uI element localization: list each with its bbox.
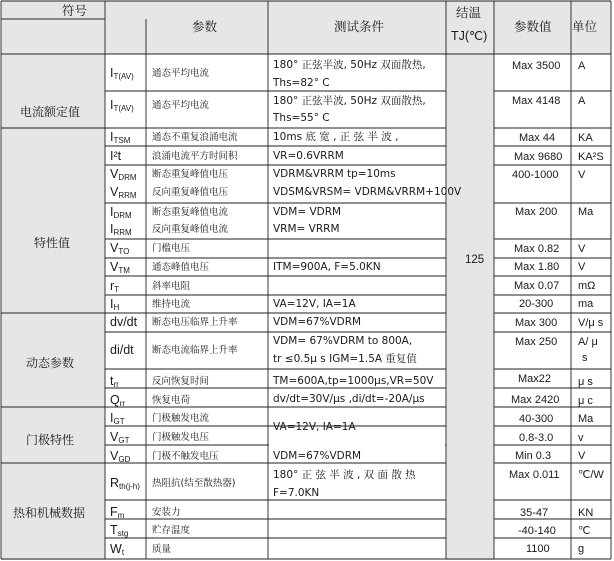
merged-cell-mask xyxy=(269,444,445,446)
symbol-subscript: th(j-h) xyxy=(119,482,140,491)
symbol-4 xyxy=(110,150,121,163)
param-1: 通态平均电流 xyxy=(152,68,210,79)
value-21: 1100 xyxy=(526,543,550,555)
unit-14: μ c xyxy=(578,395,593,407)
symbol-subscript: TSM xyxy=(113,136,131,145)
value-11: Max 300 xyxy=(515,317,558,329)
param-5: 断态重复峰值电压 xyxy=(152,169,229,180)
symbol-subscript: GT xyxy=(118,436,130,445)
category-current-rating: 电流额定值 xyxy=(20,105,81,119)
unit-18: ℃/W xyxy=(578,469,604,481)
param-7: 断态重复峰值电流 xyxy=(152,207,229,218)
symbol-subscript: rr xyxy=(113,380,119,389)
value-16: 0.8-3.0 xyxy=(519,432,554,444)
category-characteristics: 特性值 xyxy=(34,236,71,250)
unit-15: Ma xyxy=(578,413,594,425)
symbol-main: V xyxy=(110,185,119,199)
symbol-main: V xyxy=(110,449,119,463)
symbol-17 xyxy=(110,412,125,426)
header-tj-line1: 结温 xyxy=(456,6,482,20)
param-13: 断态电压临界上升率 xyxy=(152,317,238,328)
symbol-main: V xyxy=(110,241,119,255)
param-10: 通态峰值电压 xyxy=(152,262,210,273)
symbol-10 xyxy=(110,261,130,275)
param-16: 恢复电荷 xyxy=(152,395,191,406)
symbol-main: t xyxy=(110,374,114,388)
unit-2: A xyxy=(578,95,586,107)
header-conditions: 测试条件 xyxy=(334,20,385,34)
symbol-subscript: T(AV) xyxy=(113,104,134,113)
header-symbol: 符号 xyxy=(62,4,88,18)
param-15: 反向恢复时间 xyxy=(152,376,210,387)
condition-5b: VDSM&VRSM= VDRM&VRRM+100V xyxy=(273,186,462,198)
param-12: 维持电流 xyxy=(152,299,191,310)
param-23: 质量 xyxy=(152,544,172,555)
symbol-subscript: DRM xyxy=(113,211,132,220)
unit-1: A xyxy=(578,60,586,72)
header-tj-line2: TJ(℃) xyxy=(451,29,488,43)
param-3: 通态不重复浪涌电流 xyxy=(152,132,238,143)
unit-11: V/μ s xyxy=(578,317,604,329)
condition-3: 10ms 底 宽 , 正 弦 半 波 , xyxy=(273,131,399,143)
value-6: Max 200 xyxy=(515,206,558,218)
value-4: Max 9680 xyxy=(514,151,563,163)
symbol-6 xyxy=(110,186,137,200)
param-6: 反向重复峰值电压 xyxy=(152,187,229,198)
category-thermal-mechanical: 热和机械数据 xyxy=(13,506,86,520)
unit-16: v xyxy=(578,432,584,444)
condition-14a: VDM= 67%VDRM to 800A, xyxy=(273,335,413,347)
unit-8: V xyxy=(578,261,586,273)
unit-12a: A/ μ xyxy=(578,336,598,348)
value-15: 40-300 xyxy=(519,413,554,425)
condition-15: TM=600A,tp=1000μs,VR=50V xyxy=(273,375,434,387)
unit-7: V xyxy=(578,243,586,255)
header-unit: 单位 xyxy=(572,20,598,34)
symbol-subscript: t xyxy=(121,548,125,557)
symbol-subscript: DRM xyxy=(118,173,137,182)
param-21: 安装力 xyxy=(152,507,181,518)
param-17: 门极触发电流 xyxy=(152,413,210,424)
condition-12: VA=12V, IA=1A xyxy=(273,298,356,310)
symbol-subscript: TO xyxy=(118,247,130,256)
symbol-21 xyxy=(110,506,124,520)
symbol-subscript: T(AV) xyxy=(113,72,134,81)
value-18: Max 0.011 xyxy=(509,469,560,481)
value-12: Max 250 xyxy=(515,336,558,348)
symbol-18 xyxy=(110,431,129,445)
param-2: 通态平均电流 xyxy=(152,100,210,111)
unit-13: μ s xyxy=(578,376,593,388)
symbol-main: V xyxy=(110,167,119,181)
condition-20a: 180° 正 弦 半 波 , 双 面 散 热 xyxy=(273,469,416,481)
condition-5a: VDRM&VRRM tp=10ms xyxy=(273,168,396,180)
category-dynamic: 动态参数 xyxy=(26,356,75,370)
symbol-subscript: GD xyxy=(118,455,131,464)
unit-4: KA²S xyxy=(578,151,604,163)
value-20: -40-140 xyxy=(518,525,556,537)
symbol-23 xyxy=(110,543,124,557)
unit-12b: s xyxy=(582,352,588,364)
value-17: Min 0.3 xyxy=(515,450,552,462)
symbol-subscript: rr xyxy=(119,399,126,408)
symbol-22 xyxy=(110,524,128,538)
param-8: 反向重复峰值电流 xyxy=(152,224,229,235)
condition-6b: VRM= VRRM xyxy=(273,223,340,235)
symbol-8 xyxy=(110,223,132,237)
condition-2a: 180° 正弦半波, 50Hz 双面散热, xyxy=(273,95,426,107)
symbol-subscript: GT xyxy=(113,417,125,426)
tj-value: 125 xyxy=(465,254,485,266)
symbol-main: di/dt xyxy=(110,343,134,357)
symbol-main: F xyxy=(110,505,118,519)
param-18: 门极触发电压 xyxy=(152,432,210,443)
symbol-main: dv/dt xyxy=(110,315,138,329)
symbol-subscript: m xyxy=(117,511,125,520)
symbol-15 xyxy=(110,375,119,389)
symbol-16 xyxy=(110,394,125,408)
symbol-main: I xyxy=(110,222,114,236)
unit-17: V xyxy=(578,450,586,462)
value-14: Max 2420 xyxy=(511,394,560,406)
unit-6: Ma xyxy=(578,206,594,218)
symbol-main: R xyxy=(110,476,120,490)
value-5: 400-1000 xyxy=(512,169,559,181)
symbol-7 xyxy=(110,206,132,220)
param-20: 热阻抗(结至散热器) xyxy=(152,478,236,489)
symbol-main: I xyxy=(110,411,114,425)
symbol-14 xyxy=(110,344,134,357)
unit-10: ma xyxy=(578,298,594,310)
symbol-13 xyxy=(110,316,137,329)
condition-14b: tr ≤0.5μ s IGM=1.5A 重复值 xyxy=(273,353,417,365)
unit-21: g xyxy=(578,543,585,555)
symbol-main: I xyxy=(110,66,114,80)
symbol-main: T xyxy=(110,523,118,537)
symbol-20 xyxy=(110,477,140,491)
symbol-main: Q xyxy=(110,393,120,407)
symbol-main: I xyxy=(110,297,114,311)
symbol-3 xyxy=(110,131,130,145)
condition-20b: F=7.0KN xyxy=(273,487,320,499)
condition-1a: 180° 正弦半波, 50Hz 双面散热, xyxy=(273,59,426,71)
symbol-11 xyxy=(110,280,119,294)
value-7: Max 0.82 xyxy=(514,243,560,255)
header-value: 参数值 xyxy=(514,20,552,34)
value-8: Max 1.80 xyxy=(514,261,560,273)
condition-4: VR=0.6VRRM xyxy=(273,150,344,162)
tj-column-shade xyxy=(446,54,494,560)
symbol-subscript: RRM xyxy=(113,228,132,237)
header-parameter: 参数 xyxy=(192,20,218,34)
symbol-main: I xyxy=(110,98,114,112)
symbol-12 xyxy=(110,298,119,312)
value-13: Max22 xyxy=(518,373,552,385)
value-10: 20-300 xyxy=(519,298,554,310)
param-11: 斜率电阻 xyxy=(152,281,191,292)
symbol-2 xyxy=(110,99,134,113)
symbol-1 xyxy=(110,67,134,81)
symbol-main: V xyxy=(110,260,119,274)
symbol-subscript: H xyxy=(113,303,120,312)
symbol-subscript: stg xyxy=(117,529,129,538)
symbol-main: V xyxy=(110,430,119,444)
symbol-19 xyxy=(110,450,130,464)
symbol-subscript: TM xyxy=(118,266,130,275)
category-column-shade xyxy=(1,54,105,560)
unit-5: V xyxy=(578,169,586,181)
unit-19: KN xyxy=(578,507,594,519)
condition-2b: Ths=55° C xyxy=(273,112,330,124)
param-22: 贮存温度 xyxy=(152,525,191,536)
value-9: Max 0.07 xyxy=(514,280,560,292)
param-9: 门槛电压 xyxy=(152,243,191,254)
condition-16: dv/dt=30V/μs ,di/dt=-20A/μs xyxy=(273,393,425,405)
condition-10: ITM=900A, F=5.0KN xyxy=(273,261,381,273)
symbol-main: r xyxy=(110,279,115,293)
condition-19: VDM=67%VDRM xyxy=(273,450,362,462)
unit-9: mΩ xyxy=(578,280,596,292)
unit-3: KA xyxy=(578,132,593,144)
value-19: 35-47 xyxy=(520,507,549,519)
unit-20: ℃ xyxy=(578,525,591,537)
value-1: Max 3500 xyxy=(512,60,561,72)
symbol-subscript: RRM xyxy=(118,191,137,200)
value-2: Max 4148 xyxy=(512,95,561,107)
condition-17-18: VA=12V, IA=1A xyxy=(273,421,356,433)
param-4: 浪涌电流平方时间积 xyxy=(152,151,238,162)
category-gate: 门极特性 xyxy=(26,433,75,447)
param-19: 门极不触发电压 xyxy=(152,451,219,462)
symbol-subscript: T xyxy=(114,285,120,294)
condition-1b: Ths=82° C xyxy=(273,77,330,89)
symbol-main: I xyxy=(110,205,114,219)
symbol-main: I xyxy=(110,130,114,144)
symbol-5 xyxy=(110,168,137,182)
condition-13: VDM=67%VDRM xyxy=(273,316,362,328)
symbol-9 xyxy=(110,242,129,256)
value-3: Max 44 xyxy=(519,132,556,144)
param-14: 断态电流临界上升率 xyxy=(152,345,238,356)
condition-6a: VDM= VDRM xyxy=(273,206,342,218)
symbol-main: I²t xyxy=(110,149,122,163)
symbol-main: W xyxy=(110,542,122,556)
